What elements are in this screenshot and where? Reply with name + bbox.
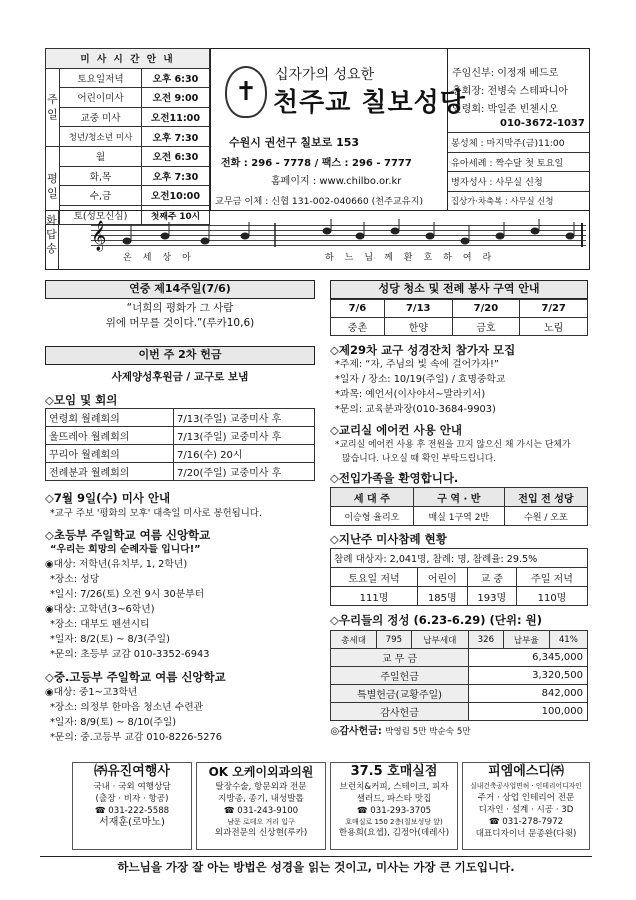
weekday-label: 평 일 xyxy=(46,146,60,224)
info-row: 봉성체 : 마지막주(금)11:00 xyxy=(448,133,590,153)
welcome-title: ◇전입가족을 환영합니다. xyxy=(330,471,459,485)
mass-time: 오후 6:30 xyxy=(142,68,210,88)
finance-amount: 842,000 xyxy=(469,685,588,703)
mid-line: *장소: 의정부 한마음 청소년 수련관 xyxy=(50,702,204,713)
funeral-phone: 010-3672-1037 xyxy=(500,118,585,129)
welcome-header: 세 대 주 xyxy=(331,488,414,507)
finance-item: 교 무 금 xyxy=(331,649,469,667)
welcome-header: 구 역 · 반 xyxy=(413,488,504,507)
ad-line: 주거 · 상업 인테리어 전문 xyxy=(477,793,575,803)
ad-line: 실내건축공사업면허 · 인테리어디자인 xyxy=(470,782,582,790)
bible-line: *과목: 예언서(이사야서~말라키서) xyxy=(335,389,486,400)
ad-title: 37.5 호매실점 xyxy=(350,764,438,779)
rate-label: 납부율 xyxy=(503,631,549,649)
cleaning-date: 7/6 xyxy=(331,300,385,318)
elem-school-slogan: “우리는 희망의 순례자들 입니다!” xyxy=(50,544,201,555)
music-notes xyxy=(105,217,585,251)
meeting-when: 7/13(주일) 교중미사 후 xyxy=(174,427,315,445)
ad-line: 한용희(요셉), 김정아(데레사) xyxy=(338,828,450,838)
ad-line: 외과전문의 신상현(루카) xyxy=(214,828,308,838)
mass-name: 교중 미사 xyxy=(60,107,142,127)
attendance-table xyxy=(330,548,588,606)
mass-time: 첫째주 10시 xyxy=(142,205,210,225)
thanks-names: 박영림 5만 박순숙 5만 xyxy=(385,727,471,738)
church-identity xyxy=(210,48,466,210)
council-president: 총회장: 전병숙 스테파니아 xyxy=(452,86,568,97)
meeting-name: 전례분과 월례회의 xyxy=(46,463,174,481)
psalm-label: 화 답 송 xyxy=(45,211,59,269)
collection-text: 사제양성후원금 / 교구로 보냄 xyxy=(111,371,249,383)
cleaning-area: 중촌 xyxy=(331,318,385,336)
meeting-name: 연령회 월례회의 xyxy=(46,409,174,427)
meeting-name: 울뜨레아 월례회의 xyxy=(46,427,174,445)
attendance-summary: 참례 대상자: 2,041명, 참례: 명, 참례율: 29.5% xyxy=(331,549,588,568)
mass-name: 월 xyxy=(60,146,142,166)
ad-line: ☎ 031-278-7972 xyxy=(488,817,564,827)
week-quote-line1: “너희의 평화가 그 사람 xyxy=(126,302,234,314)
ad-line: 샐러드, 파스타 맛집 xyxy=(356,794,432,804)
aircon-line1: *교리실 에어컨 사용 후 전원을 끄지 않으신 채 가시는 단체가 xyxy=(335,440,571,450)
ad-line: ☎ 031-293-3705 xyxy=(356,806,432,816)
ad-line: 호매실로 150 2층(칠보성당 앞) xyxy=(345,818,443,826)
mass-schedule-title: 미 사 시 간 안 내 xyxy=(46,49,210,69)
ad-line: 남문 로데오 거리 입구 xyxy=(227,818,295,826)
church-logo-icon: ✝ xyxy=(225,66,267,118)
attendance-header: 주일 저녁 xyxy=(516,568,587,587)
attendance-header: 교 중 xyxy=(467,568,516,587)
mid-line: ◉대상: 중1~고3학년 xyxy=(45,687,138,698)
finance-item: 감사헌금 xyxy=(331,703,469,721)
church-website-link[interactable]: 홈페이지 : www.chilbo.or.kr xyxy=(271,176,402,187)
finance-table xyxy=(330,630,588,739)
ad-line: 브런치&커피, 스테이크, 피자 xyxy=(339,782,449,792)
elem-line: *일자: 8/2(토) ~ 8/3(주일) xyxy=(50,634,170,645)
ad-line: 디자인 · 설계 · 시공 · 3D xyxy=(478,805,574,815)
mid-line: *일자: 8/9(토) ~ 8/10(주일) xyxy=(50,717,177,728)
elem-line: *장소: 대부도 펜션시티 xyxy=(50,619,150,630)
finance-amount: 100,000 xyxy=(469,703,588,721)
treble-clef-icon: 𝄞 xyxy=(91,221,107,251)
collection-title: 이번 주 2차 헌금 xyxy=(45,346,315,365)
ad-line: 대표디자이너 문종완(다윗) xyxy=(475,829,577,839)
elem-line: ◉대상: 고학년(3~6학년) xyxy=(45,604,155,615)
welcome-cell: 이승형 율리오 xyxy=(331,507,414,526)
mid-line: *문의: 중.고등부 교감 010-8226-5276 xyxy=(50,732,222,743)
psalm-lyric-part1: 온세상아 xyxy=(123,253,202,263)
meeting-when: 7/20(주일) 교중미사 후 xyxy=(174,463,315,481)
rate-value: 41% xyxy=(549,631,587,649)
meetings-table xyxy=(45,408,315,481)
elem-line: *장소: 성당 xyxy=(50,574,100,585)
july9-title: ◇7월 9일(수) 미사 안내 xyxy=(45,491,171,505)
cleaning-date: 7/20 xyxy=(452,300,520,318)
cleaning-area: 금호 xyxy=(452,318,520,336)
paid-value: 326 xyxy=(469,631,504,649)
finance-item: 주일헌금 xyxy=(331,667,469,685)
ad-line: 국내 · 국외 여행상담 xyxy=(93,782,171,792)
ad-line: 서재훈(로마노) xyxy=(99,817,165,828)
paid-label: 납부세대 xyxy=(411,631,468,649)
elem-line: ◉대상: 저학년(유치부, 1, 2학년) xyxy=(45,559,188,570)
mass-time: 오전11:00 xyxy=(142,107,210,127)
info-row: 집상가·차축복 : 사무실 신청 xyxy=(448,191,590,211)
cleaning-area: 노림 xyxy=(520,318,588,336)
bible-contest-title: ◇제29차 교구 성경잔치 참가자 모집 xyxy=(330,343,516,357)
ad-line: 지방종, 종기, 내성발톱 xyxy=(218,794,304,804)
church-patron: 십자가의 성요한 xyxy=(275,67,375,83)
elem-line: *일시: 7/26(토) 오전 9시 30분부터 xyxy=(50,589,205,600)
ad-surgery-clinic xyxy=(196,762,326,850)
cleaning-area: 한양 xyxy=(384,318,452,336)
welcome-table xyxy=(330,487,588,526)
church-name: 천주교 칠보성당 xyxy=(273,88,466,118)
church-address: 수원시 권선구 칠보로 153 xyxy=(229,136,360,149)
welcome-header: 전입 전 성당 xyxy=(504,488,587,507)
attendance-header: 토요일 저녁 xyxy=(331,568,418,587)
ad-travel-agency xyxy=(72,762,192,850)
elem-school-title: ◇초등부 주일학교 여름 신앙학교 xyxy=(45,528,211,542)
bible-line: *일자 / 장소: 10/19(주일) / 효명중학교 xyxy=(335,374,506,385)
attendance-value: 185명 xyxy=(417,587,467,606)
ad-interior-design xyxy=(462,762,590,850)
cleaning-title: 성당 청소 및 전례 봉사 구역 안내 xyxy=(330,280,588,299)
ad-line: ☎ 031-243-9100 xyxy=(223,806,299,816)
footer-motto: 하느님을 가장 잘 아는 방법은 성경을 읽는 것이고, 미사는 가장 큰 기도입니다. xyxy=(40,856,592,876)
ad-title: OK 오케이외과의원 xyxy=(208,765,314,779)
bible-line: *주제: “자, 주님의 빛 속에 걸어가자!” xyxy=(335,359,499,370)
meeting-name: 꾸리아 월례회의 xyxy=(46,445,174,463)
attendance-title: ◇지난주 미사참례 현황 xyxy=(330,532,447,546)
attendance-header: 어린이 xyxy=(417,568,467,587)
bible-line: *문의: 교육분과장(010-3684-9903) xyxy=(335,404,496,415)
attendance-value: 111명 xyxy=(331,587,418,606)
mass-name: 어린이미사 xyxy=(60,88,142,108)
cleaning-table xyxy=(330,299,588,336)
mass-time: 오전10:00 xyxy=(142,186,210,206)
july9-text: *교구 주보 '평화의 모후' 대축일 미사로 봉헌됩니다. xyxy=(50,508,262,519)
households-value: 795 xyxy=(377,631,412,649)
ad-title: ㈜유진여행사 xyxy=(94,764,170,779)
mass-name: 화,목 xyxy=(60,166,142,186)
welcome-cell: 수원 / 오포 xyxy=(504,507,587,526)
sunday-label: 주 일 xyxy=(46,68,60,146)
attendance-value: 110명 xyxy=(516,587,587,606)
ad-title: 피엠에스디㈜ xyxy=(488,764,564,779)
funeral-committee: 연령회: 박일준 빈첸시오 xyxy=(452,104,559,115)
finance-item: 특별헌금(교황주일) xyxy=(331,685,469,703)
finance-amount: 3,320,500 xyxy=(469,667,588,685)
mass-name: 청년/청소년 미사 xyxy=(60,127,142,147)
donation-account: 교무금 이체 : 신협 131-002-040660 (천주교유지) xyxy=(215,196,424,207)
finance-title: ◇우리들의 정성 (6.23-6.29) (단위: 원) xyxy=(330,613,542,627)
sacrament-info-table xyxy=(448,132,590,211)
mass-schedule-table xyxy=(45,48,210,225)
ad-line: 탈장수술, 항문외과 전문 xyxy=(215,782,307,792)
church-phone: 전화 : 296 - 7778 / 팩스 : 296 - 7777 xyxy=(221,158,412,169)
staff-contacts xyxy=(448,48,590,132)
ad-restaurant xyxy=(330,762,458,850)
meeting-when: 7/16(수) 20시 xyxy=(174,445,315,463)
meetings-title: ◇모임 및 회의 xyxy=(45,393,118,407)
mass-name: 토(성모신심) xyxy=(60,205,142,225)
finance-amount: 6,345,000 xyxy=(469,649,588,667)
households-label: 총세대 xyxy=(331,631,377,649)
info-row: 병자성사 : 사무실 신청 xyxy=(448,172,590,192)
week-quote-line2: 위에 머무를 것이다.”(루카10,6) xyxy=(105,317,255,329)
mass-time: 오후 7:30 xyxy=(142,166,210,186)
info-row: 유아세례 : 짝수달 첫 토요일 xyxy=(448,152,590,172)
week-title: 연중 제14주일(7/6) xyxy=(45,280,315,299)
welcome-cell: 매실 1구역 2반 xyxy=(413,507,504,526)
meeting-when: 7/13(주일) 교중미사 후 xyxy=(174,409,315,427)
psalm-lyric-part2: 하느님께환호하여라 xyxy=(325,253,503,263)
mass-time: 오후 7:30 xyxy=(142,127,210,147)
mid-school-title: ◇중.고등부 주일학교 여름 신앙학교 xyxy=(45,670,226,684)
mass-name: 수,금 xyxy=(60,186,142,206)
aircon-line2: 많습니다. 나오실 때 확인 부탁드립니다. xyxy=(342,454,497,464)
ad-line: (출장 · 비자 · 항공) xyxy=(95,794,169,804)
thanks-label: ◎감사헌금: xyxy=(330,726,382,738)
mass-name: 토요일저녁 xyxy=(60,68,142,88)
mass-time: 오전 9:00 xyxy=(142,88,210,108)
mass-time: 오전 6:30 xyxy=(142,146,210,166)
attendance-value: 193명 xyxy=(467,587,516,606)
pastor: 주임신부: 이정재 베드로 xyxy=(452,68,559,79)
ad-line: ☎ 031-222-5588 xyxy=(94,806,170,816)
responsorial-psalm xyxy=(45,210,590,270)
aircon-title: ◇교리실 에어컨 사용 안내 xyxy=(330,423,462,437)
elem-line: *문의: 초등부 교감 010-3352-6943 xyxy=(50,649,210,660)
cleaning-date: 7/27 xyxy=(520,300,588,318)
cleaning-date: 7/13 xyxy=(384,300,452,318)
